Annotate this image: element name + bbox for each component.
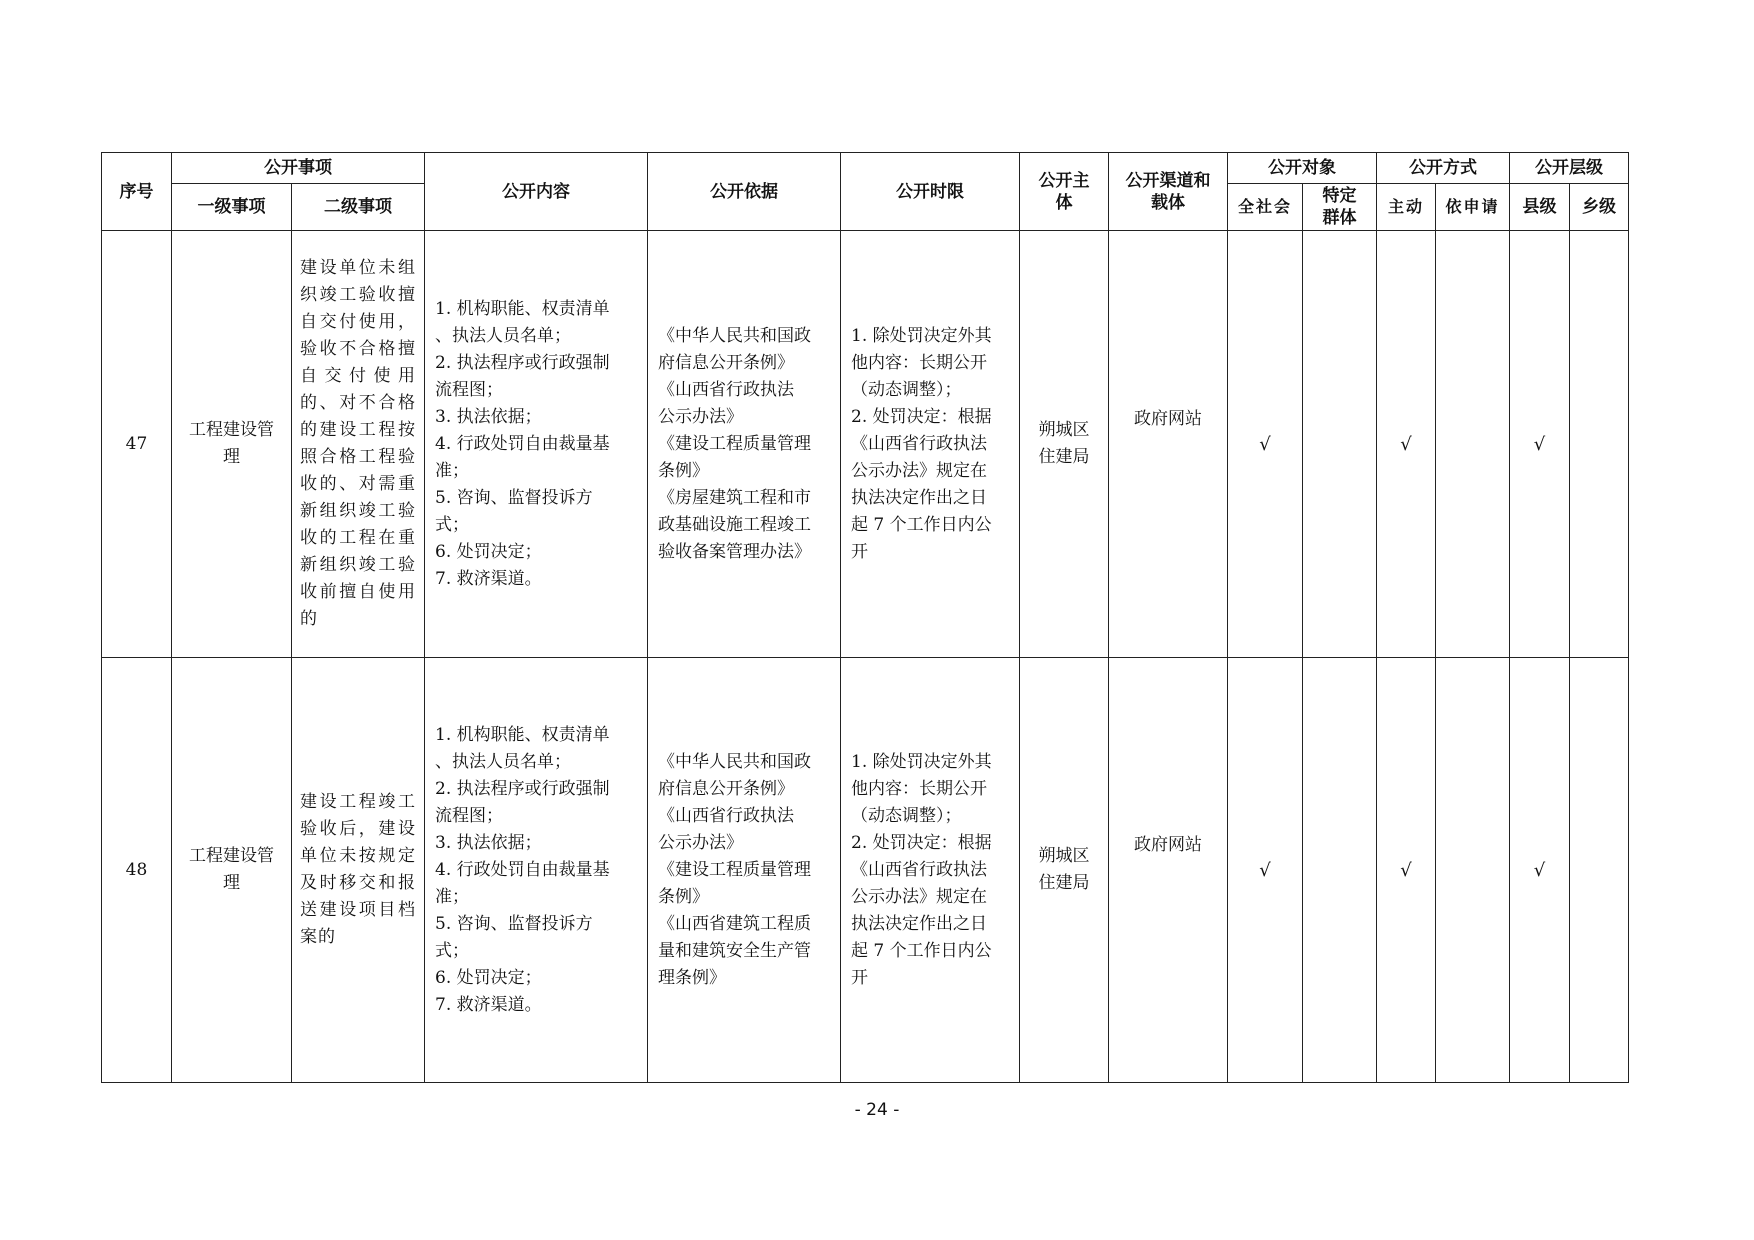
header-level1: 一级事项 [172, 184, 292, 231]
row-level2: 建设单位未组织竣工验收擅自交付使用，验收不合格擅自交付使用的、对不合格的建设工程按照合格工程验收的、对需重新组织竣工验收的工程在重新组织竣工验收前擅自使用的 [292, 231, 425, 658]
row-seq: 47 [102, 231, 172, 658]
header-subject [1020, 153, 1109, 231]
header-basis: 公开依据 [648, 153, 841, 231]
row-basis: 《中华人民共和国政 府信息公开条例》 《山西省行政执法 公示办法》 《建设工程质量管理 条例》 《山西省建筑工程质 量和建筑安全生产管 理条例》 [648, 658, 841, 1083]
row-level-town [1570, 658, 1629, 1083]
table-row [102, 231, 1629, 658]
header-target-specific-label: 特定群体 [1322, 186, 1357, 228]
row-target-all: √ [1228, 658, 1303, 1083]
header-channel-label: 公开渠道和载体 [1125, 170, 1211, 213]
row-method-apply [1436, 231, 1510, 658]
row-subject: 朔城区 住建局 [1020, 231, 1109, 658]
row-method-apply [1436, 658, 1510, 1083]
header-target-specific [1303, 184, 1377, 231]
header-target-all: 全社会 [1228, 184, 1303, 231]
row-level1 [172, 231, 292, 658]
header-time-limit: 公开时限 [841, 153, 1020, 231]
header-subject-label: 公开主体 [1038, 170, 1090, 213]
row-target-specific [1303, 231, 1377, 658]
header-content: 公开内容 [425, 153, 648, 231]
row-level1-text: 工程建设管理 [189, 420, 274, 467]
header-level-town: 乡级 [1570, 184, 1629, 231]
row-level1 [172, 658, 292, 1083]
row-content: 1. 机构职能、权责清单 、执法人员名单； 2. 执法程序或行政强制 流程图； 3. 执法依据； 4. 行政处罚自由裁量基 准； 5. 咨询、监督投诉方 式； 6. 处罚决定； 7. 救济渠道。 [425, 231, 648, 658]
table-header [102, 153, 1629, 231]
row-time-limit: 1. 除处罚决定外其 他内容：长期公开 （动态调整）； 2. 处罚决定：根据 《山西省行政执法 公示办法》规定在 执法决定作出之日 起 7 个工作日内公 开 [841, 231, 1020, 658]
table-body [102, 231, 1629, 1083]
header-channel [1109, 153, 1228, 231]
row-content: 1. 机构职能、权责清单 、执法人员名单； 2. 执法程序或行政强制 流程图； 3. 执法依据； 4. 行政处罚自由裁量基 准； 5. 咨询、监督投诉方 式； 6. 处罚决定； 7. 救济渠道。 [425, 658, 648, 1083]
header-level-county: 县级 [1510, 184, 1570, 231]
header-seq: 序号 [102, 153, 172, 231]
header-items-group: 公开事项 [172, 153, 425, 184]
row-channel-text: 政府网站 [1134, 408, 1202, 429]
page-number: - 24 - [854, 1100, 900, 1120]
header-target-group: 公开对象 [1228, 153, 1377, 184]
header-level-group: 公开层级 [1510, 153, 1629, 184]
row-target-specific [1303, 658, 1377, 1083]
row-method-active: √ [1377, 658, 1436, 1083]
row-subject: 朔城区 住建局 [1020, 658, 1109, 1083]
row-level-county: √ [1510, 658, 1570, 1083]
row-channel [1109, 231, 1228, 658]
header-method-group: 公开方式 [1377, 153, 1510, 184]
row-target-all: √ [1228, 231, 1303, 658]
disclosure-table [101, 152, 1629, 1083]
header-method-active: 主动 [1377, 184, 1436, 231]
row-method-active: √ [1377, 231, 1436, 658]
header-method-apply: 依申请 [1436, 184, 1510, 231]
row-basis: 《中华人民共和国政 府信息公开条例》 《山西省行政执法 公示办法》 《建设工程质量管理 条例》 《房屋建筑工程和市 政基础设施工程竣工 验收备案管理办法》 [648, 231, 841, 658]
row-level1-text: 工程建设管理 [189, 846, 274, 893]
row-level2: 建设工程竣工验收后，建设单位未按规定及时移交和报送建设项目档案的 [292, 658, 425, 1083]
row-level-town [1570, 231, 1629, 658]
row-level-county: √ [1510, 231, 1570, 658]
table-row [102, 658, 1629, 1083]
row-channel-text: 政府网站 [1134, 834, 1202, 855]
row-time-limit: 1. 除处罚决定外其 他内容：长期公开 （动态调整）； 2. 处罚决定：根据 《山西省行政执法 公示办法》规定在 执法决定作出之日 起 7 个工作日内公 开 [841, 658, 1020, 1083]
row-channel [1109, 658, 1228, 1083]
row-seq: 48 [102, 658, 172, 1083]
header-level2: 二级事项 [292, 184, 425, 231]
